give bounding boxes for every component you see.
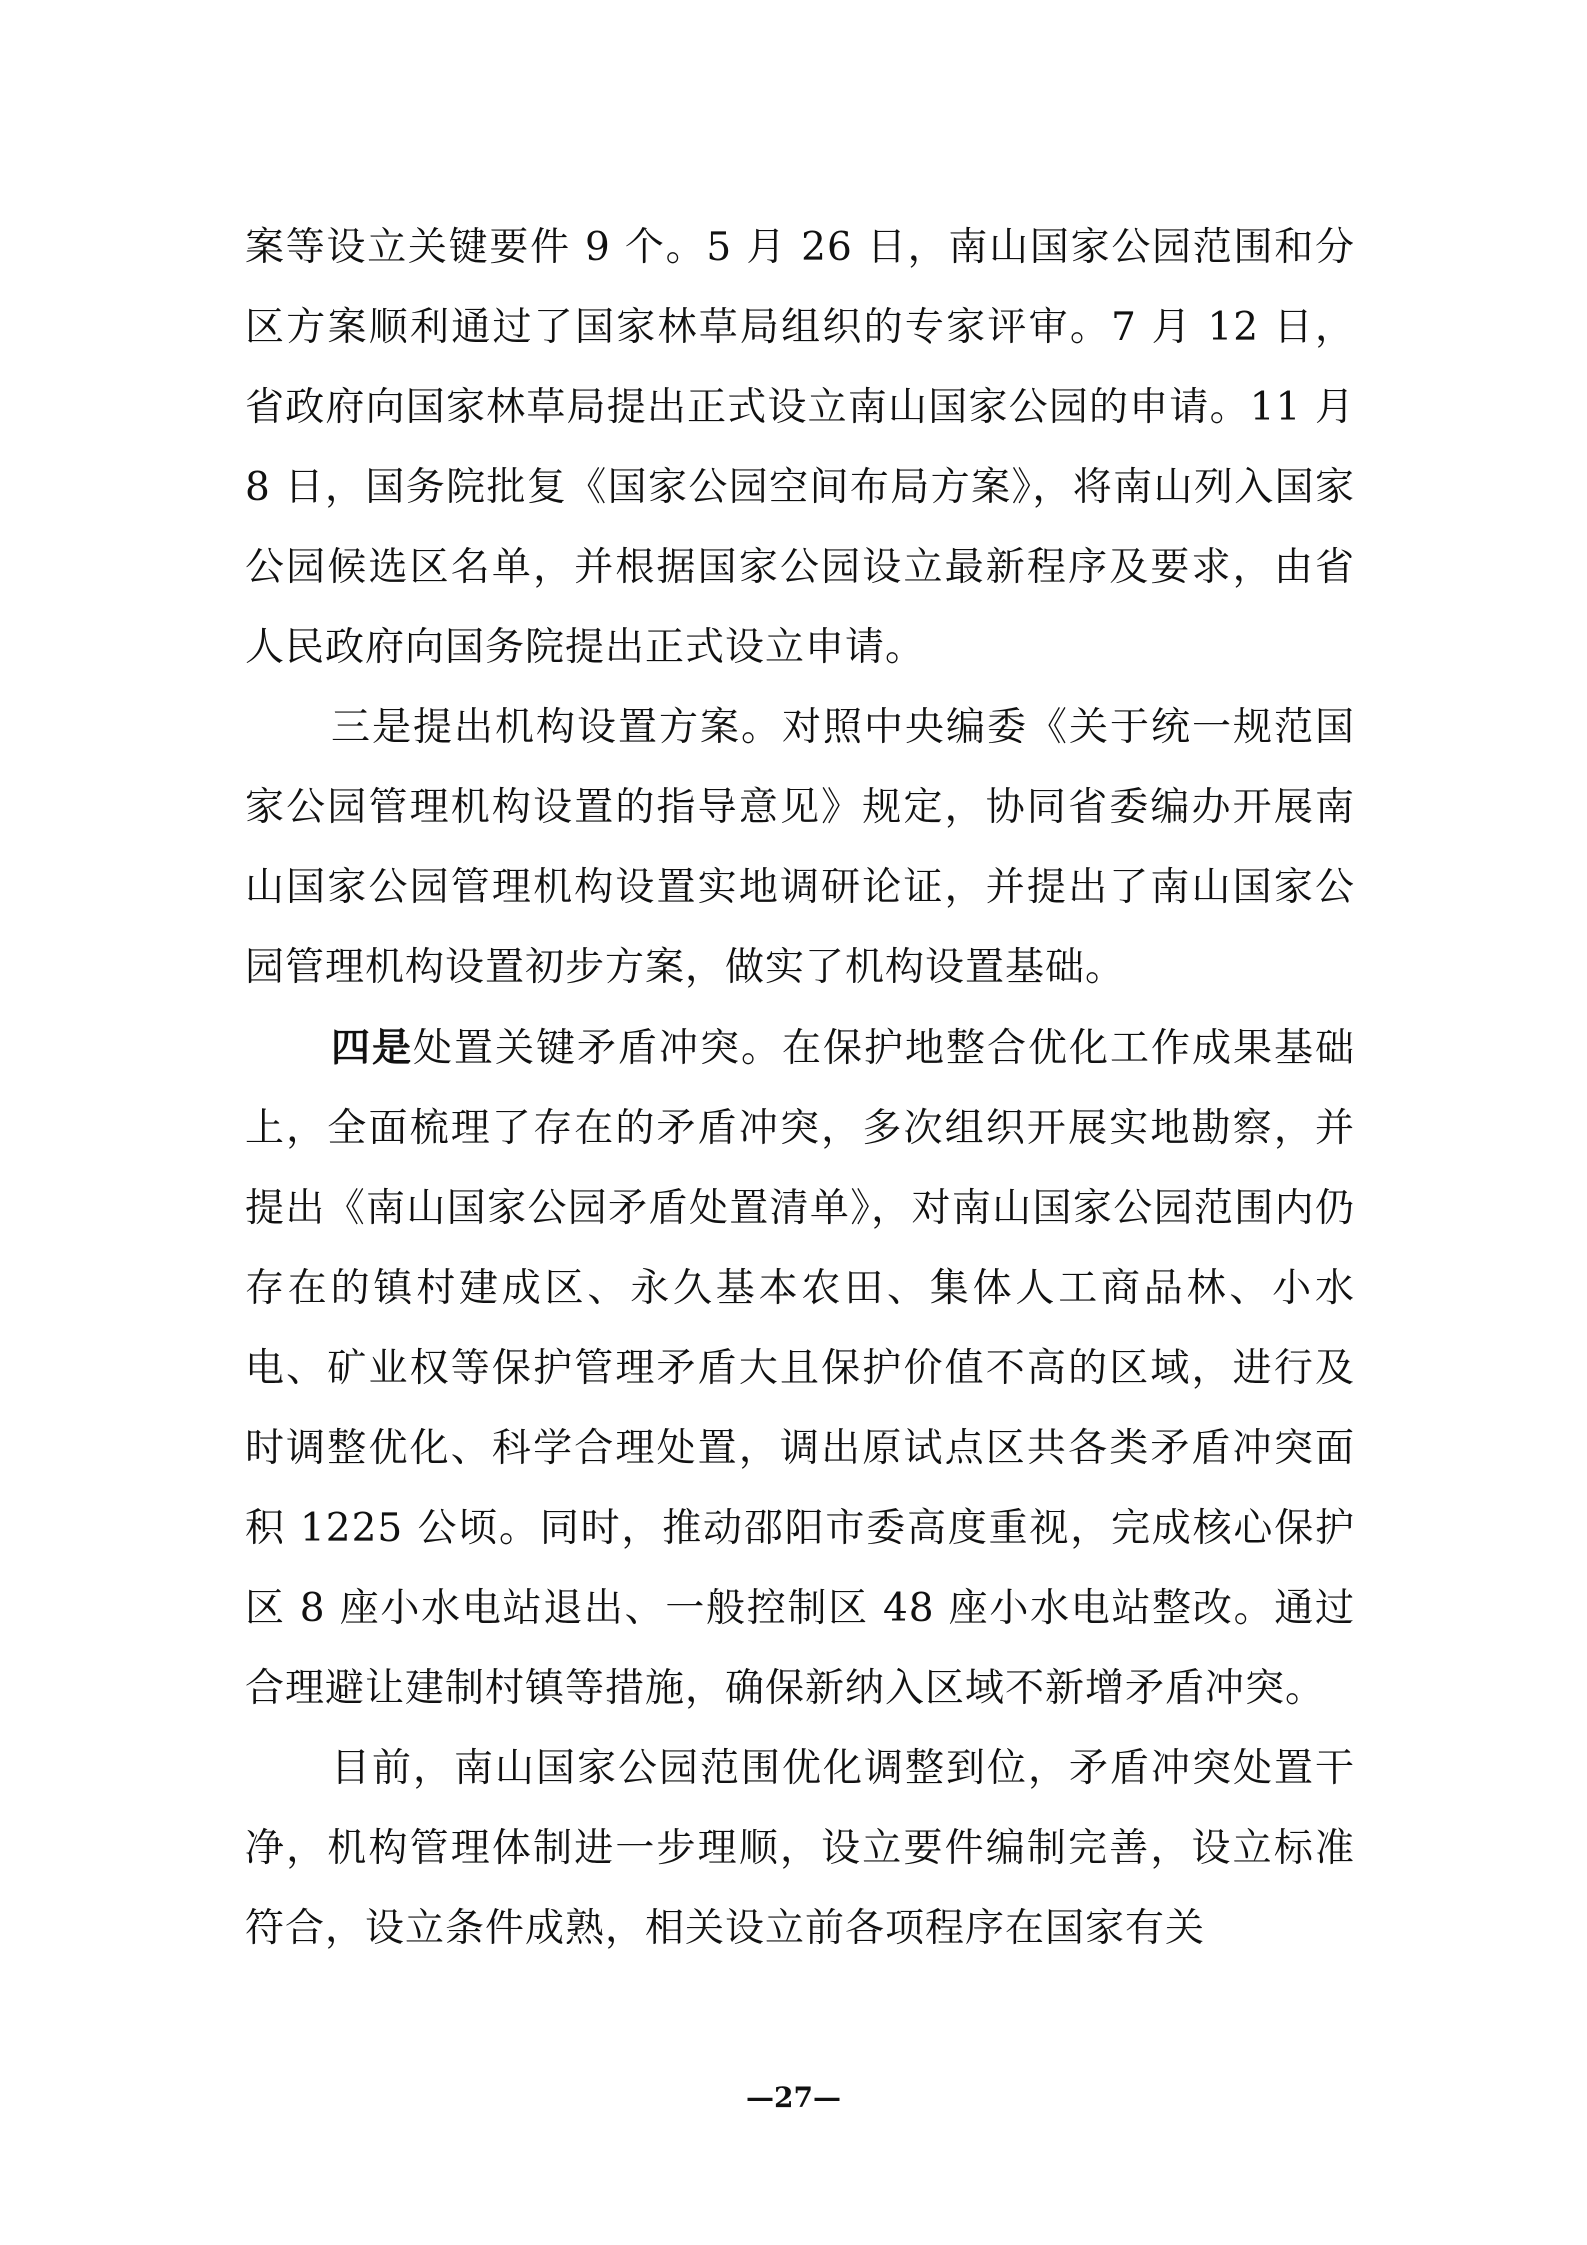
- paragraph-text: 处置关键矛盾冲突。在保护地整合优化工作成果基础上，全面梳理了存在的矛盾冲突，多次组织开展实地勘察，并提出《南山国家公园矛盾处置清单》，对南山国家公园范围内仍存在的镇村建成区、永久基本农田、集体人工商品林、小水电、矿业权等保护管理矛盾大且保护价值不高的区域，进行及时调整优化、科学合理处置，调出原试点区共各类矛盾冲突面积 1225 公顷。同时，推动邵阳市委高度重视，完成核心保护区 8 座小水电站退出、一般控制区 48 座小水电站整改。通过合理避让建制村镇等措施，确保新纳入区域不新增矛盾冲突。: [245, 1026, 1355, 1711]
- paragraph-text: 案等设立关键要件 9 个。5 月 26 日，南山国家公园范围和分区方案顺利通过了国家林草局组织的专家评审。7 月 12 日，省政府向国家林草局提出正式设立南山国家公园的申请。11 月 8 日，国务院批复《国家公园空间布局方案》，将南山列入国家公园候选区名单，并根据国家公园设立最新程序及要求，由省人民政府向国务院提出正式设立申请。: [245, 225, 1355, 670]
- page-number: —27—: [746, 2081, 841, 2114]
- paragraph-lead: 四是: [331, 1025, 413, 1071]
- paragraph-continuation: [245, 208, 1355, 688]
- paragraph-text: 提出机构设置方案。对照中央编委《关于统一规范国家公园管理机构设置的指导意见》规定，协同省委编办开展南山国家公园管理机构设置实地调研论证，并提出了南山国家公园管理机构设置初步方案，做实了机构设置基础。: [245, 705, 1355, 990]
- body-text: [245, 208, 1355, 1969]
- paragraph-four: [245, 1008, 1355, 1729]
- paragraph-three: [245, 688, 1355, 1008]
- paragraph-text: 目前，南山国家公园范围优化调整到位，矛盾冲突处置干净，机构管理体制进一步理顺，设立要件编制完善，设立标准符合，设立条件成熟，相关设立前各项程序在国家有关: [245, 1746, 1355, 1951]
- paragraph-current: [245, 1729, 1355, 1969]
- paragraph-lead: 三是: [331, 705, 413, 750]
